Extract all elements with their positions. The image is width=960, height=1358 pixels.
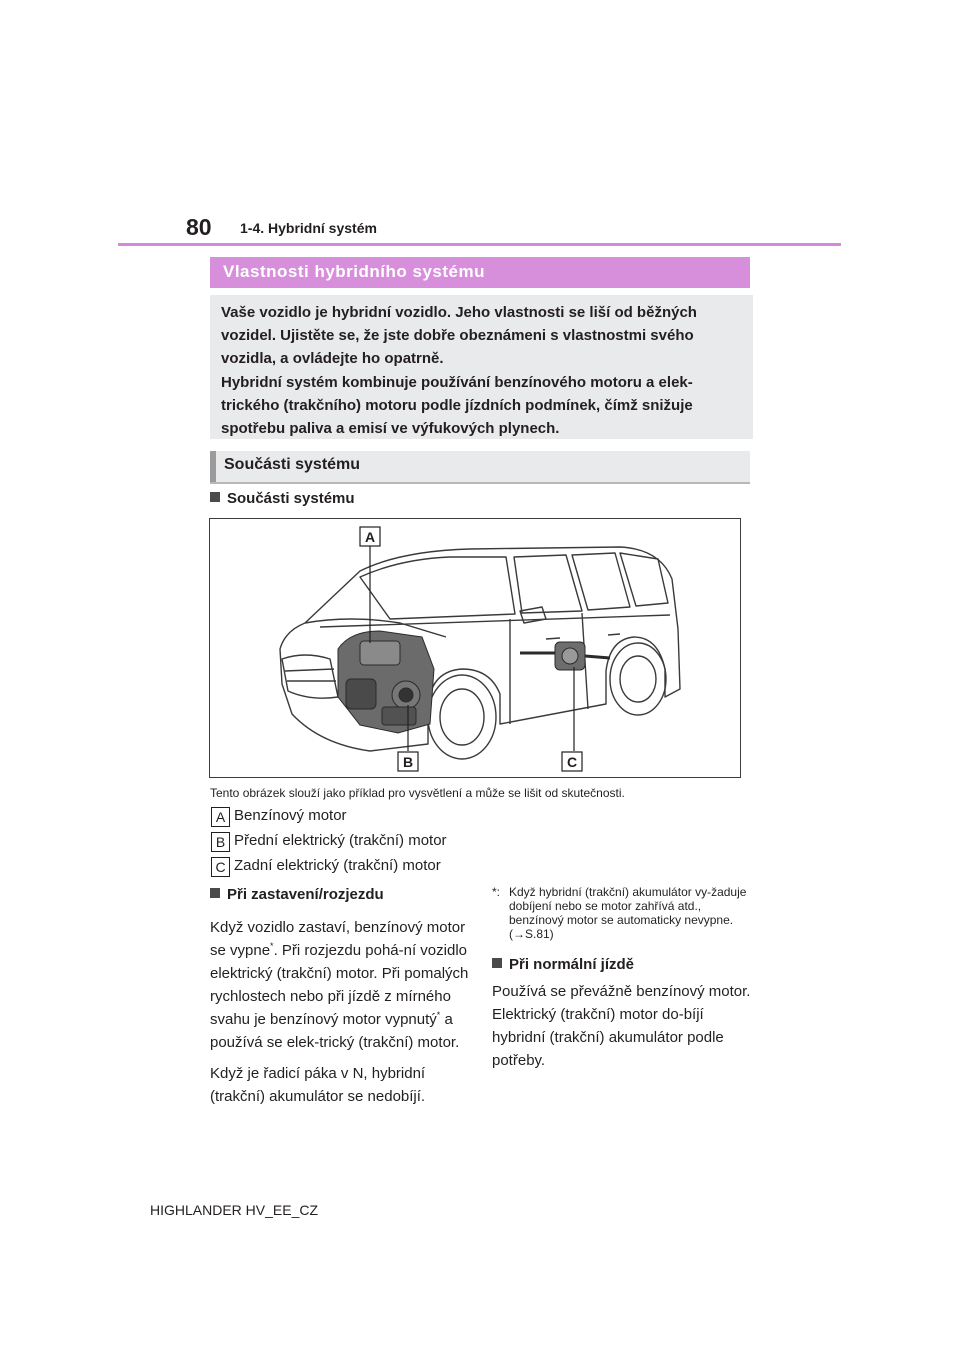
legend-key-b: B: [211, 832, 230, 852]
square-bullet-icon: [492, 958, 502, 968]
components-subheading: Součásti systému: [210, 490, 355, 507]
suv-drawing: [210, 519, 740, 777]
normal-text: [492, 980, 757, 1072]
intro-box: [210, 295, 753, 439]
figure-caption: Tento obrázek slouží jako příklad pro vysvětlení a může se lišit od skutečnosti.: [210, 786, 625, 800]
components-heading: Součásti systému: [224, 456, 361, 473]
label-c: C: [566, 754, 578, 770]
footer-model: HIGHLANDER HV_EE_CZ: [150, 1202, 319, 1218]
footnote-text: Když hybridní (trakční) akumulátor vy-žaduje dobíjení nebo se motor zahřívá atd., benzínový motor se automaticky nevypne. (→S.81): [509, 885, 747, 941]
legend-key-c: C: [211, 857, 230, 877]
intro-paragraph-1: Vaše vozidlo je hybridní vozidlo. Jeho vlastnosti se liší od běžných vozidel. Ujistěte se, že jste dobře obeznámeni s vlastnostmi svého vozidla, a ovládejte ho opatrně.: [221, 304, 697, 367]
legend-text-b: Přední elektrický (trakční) motor: [234, 832, 447, 849]
stop-paragraph-1: Když vozidlo zastaví, benzínový motor se vypne*. Při rozjezdu pohá-ní vozidlo elektrický (trakční) motor. Při pomalých rychlostech nebo při jízdě z mírného svahu je benzínový motor vypnutý* a používá se elek-trický (trakční) motor.: [210, 919, 469, 1051]
intro-paragraph-2: Hybridní systém kombinuje používání benzínového motoru a elek-trického (trakčního) motoru podle jízdních podmínek, čímž snižuje spotřebu paliva a emisí ve výfukových plynech.: [221, 374, 693, 437]
heading-accent: [210, 451, 216, 482]
legend-text-c: Zadní elektrický (trakční) motor: [234, 857, 441, 874]
header-divider: [118, 243, 841, 246]
label-a: A: [364, 529, 376, 545]
main-heading-bar: [210, 257, 750, 288]
legend-text-a: Benzínový motor: [234, 807, 347, 824]
normal-heading: Při normální jízdě: [492, 956, 634, 973]
normal-paragraph-1: Používá se převážně benzínový motor. Elektrický (trakční) motor do-bíjí hybridní (trakční) akumulátor podle potřeby.: [492, 983, 751, 1069]
stop-heading: Při zastavení/rozjezdu: [210, 886, 384, 903]
vehicle-illustration: [209, 518, 741, 778]
stop-text: [210, 916, 470, 1108]
components-heading-bar: [210, 451, 750, 484]
square-bullet-icon: [210, 888, 220, 898]
square-bullet-icon: [210, 492, 220, 502]
legend-key-a: A: [211, 807, 230, 827]
main-heading: Vlastnosti hybridního systému: [223, 262, 485, 281]
section-title: 1-4. Hybridní systém: [240, 220, 377, 236]
footnote-mark: *:: [492, 885, 501, 899]
label-b: B: [402, 754, 414, 770]
page-number: 80: [186, 214, 212, 240]
stop-paragraph-2: Když je řadicí páka v N, hybridní (trakční) akumulátor se nedobíjí.: [210, 1065, 426, 1105]
